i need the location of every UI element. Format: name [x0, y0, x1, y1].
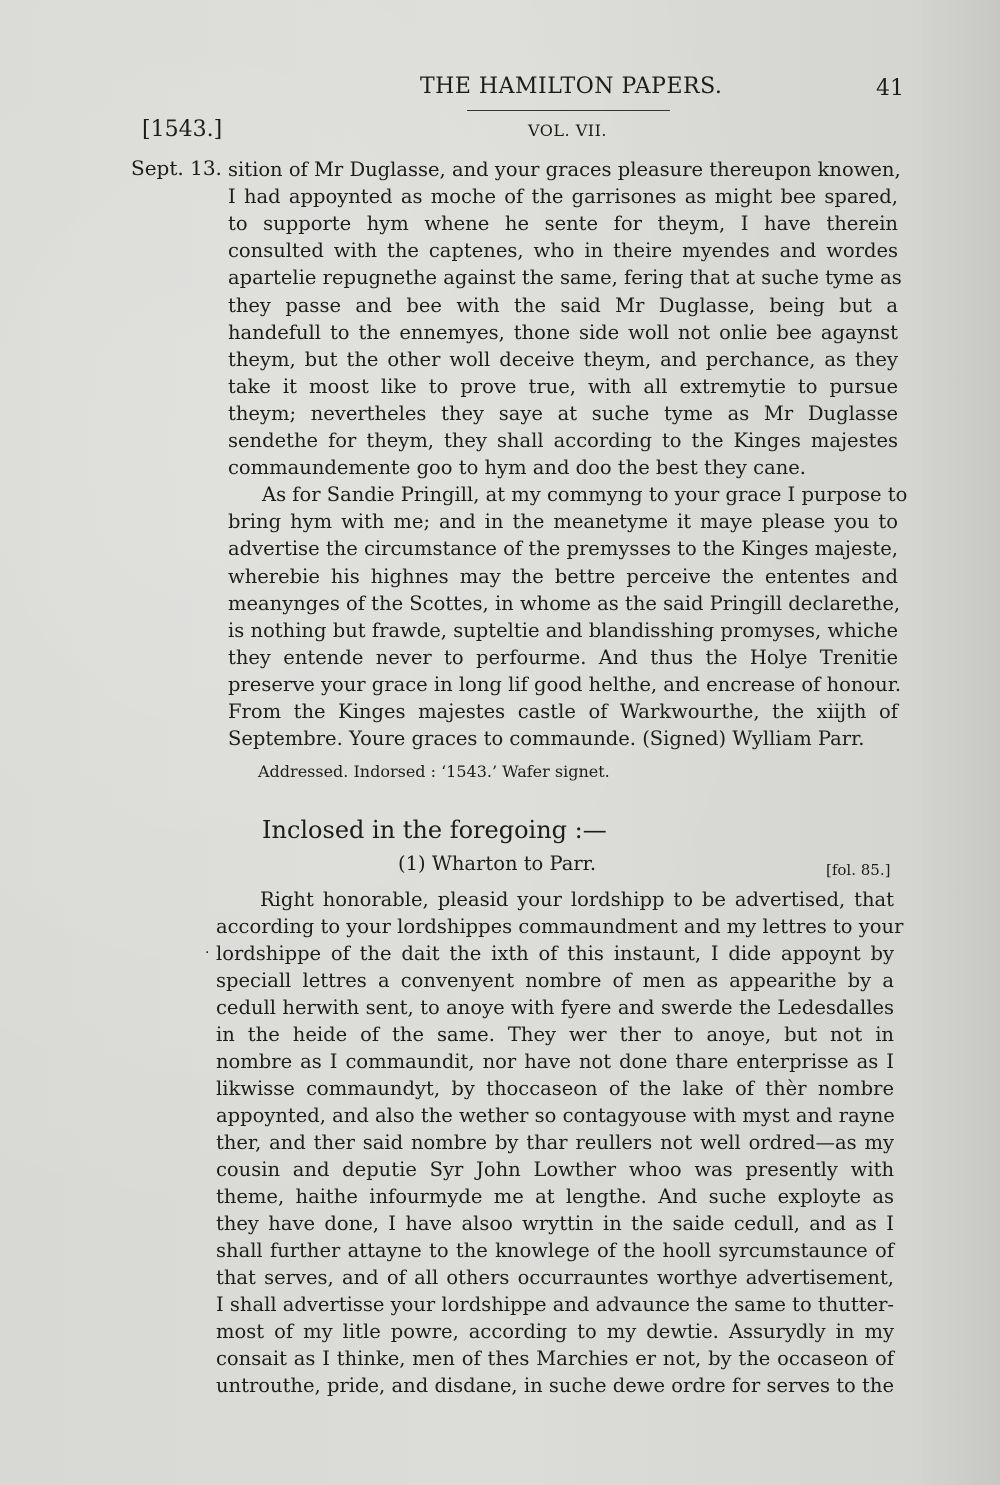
text-line: theym; nevertheles they saye at suche tyme as Mr Duglasse [228, 401, 898, 425]
text-line: is nothing but frawde, supteltie and blandisshing promyses, whiche [228, 618, 898, 642]
text-line: they have done, I have alsoo wryttin in the saide cedull, and as I [216, 1212, 894, 1235]
text-line: As for Sandie Pringill, at my commyng to your grace I purpose to [262, 483, 908, 507]
text-line: in the heide of the same. They wer ther to anoye, but not in [216, 1023, 894, 1046]
text-line: speciall lettres a convenyent nombre of men as appearithe by a [216, 969, 894, 992]
text-line: lordshippe of the dait the ixth of this instaunt, I dide appoynt by [216, 942, 894, 965]
text-line: cedull herwith sent, to anoye with fyere and swerde the Ledesdalles [216, 996, 894, 1019]
text-line: shall further attayne to the knowlege of the hooll syrcumstaunce of [216, 1239, 894, 1262]
text-line: likwisse commaundyt, by thoccaseon of the lake of thèr nombre [216, 1077, 894, 1100]
text-line: according to your lordshippes commaundment and my lettres to your [216, 915, 904, 938]
text-line: consait as I thinke, men of thes Marchies er not, by the occaseon of [216, 1347, 894, 1370]
text-line: to supporte hym whene he sente for theym, I have therein [228, 212, 898, 236]
text-line: advertise the circumstance of the premysses to the Kinges majeste, [228, 537, 898, 561]
text-line: meanynges of the Scottes, in whome as the said Pringill declarethe, [228, 591, 901, 615]
text-line: Right honorable, pleasid your lordshipp to be advertised, that [260, 888, 894, 911]
text-line: theym, but the other woll deceive theym, and perchance, as they [228, 347, 898, 371]
text-line: take it moost like to prove true, with all extremytie to pursue [228, 374, 898, 398]
text-line: most of my litle powre, according to my dewtie. Assurydly in my [216, 1320, 894, 1343]
text-line: ther, and ther said nombre by thar reullers not well ordred—as my [216, 1131, 894, 1154]
text-line: preserve your grace in long lif good helthe, and encrease of honour. [228, 672, 902, 696]
running-title: THE HAMILTON PAPERS. [420, 74, 723, 99]
text-line: From the Kinges majestes castle of Warkwourthe, the xiijth of [228, 700, 898, 723]
addressed-note: Addressed. Indorsed : ‘1543.’ Wafer signet. [258, 762, 610, 781]
margin-dot: · [205, 945, 210, 961]
year-label: [1543.] [142, 117, 223, 142]
folio-reference: [fol. 85.] [826, 861, 891, 879]
text-line: I had appoynted as moche of the garrisones as might bee spared, [228, 185, 898, 209]
text-line: I shall advertisse your lordshippe and advaunce the same to thutter- [216, 1293, 894, 1316]
header-rule [467, 110, 670, 111]
text-line: cousin and deputie Syr John Lowther whoo was presently with [216, 1158, 894, 1181]
text-line: they passe and bee with the said Mr Duglasse, being but a [228, 293, 898, 317]
text-line: apartelie repugnethe against the same, fering that at suche tyme as [228, 266, 902, 290]
text-line: commaundemente goo to hym and doo the best they cane. [228, 456, 806, 480]
text-line: nombre as I commaundit, nor have not done thare enterprisse as I [216, 1050, 894, 1073]
inclosed-heading: Inclosed in the foregoing :— [262, 816, 607, 844]
text-line: consulted with the captenes, who in theire myendes and wordes [228, 239, 898, 263]
text-line: handefull to the ennemyes, thone side woll not onlie bee agaynst [228, 320, 898, 344]
text-line: wherebie his highnes may the bettre perceive the ententes and [228, 564, 898, 588]
text-line: theme, haithe infourmyde me at lengthe. And suche exployte as [216, 1185, 894, 1208]
text-line: untrouthe, pride, and disdane, in suche dewe ordre for serves to the [216, 1374, 894, 1397]
letter-subheading: (1) Wharton to Parr. [398, 852, 597, 875]
text-line: Septembre. Youre graces to commaunde. (Signed) Wylliam Parr. [228, 727, 865, 751]
text-line: appoynted, and also the wether so contagyouse with myst and rayne [216, 1104, 895, 1127]
volume-label: VOL. VII. [528, 121, 607, 140]
text-line: that serves, and of all others occurrauntes worthye advertisement, [216, 1266, 894, 1289]
page-number: 41 [876, 76, 904, 101]
text-line: sendethe for theym, they shall according to the Kinges majestes [228, 429, 898, 452]
page-edge-shadow [910, 0, 1000, 1485]
text-line: they entende never to perfourme. And thus the Holye Trenitie [228, 645, 898, 669]
margin-date: Sept. 13. [131, 156, 222, 180]
text-line: sition of Mr Duglasse, and your graces pleasure thereupon knowen, [228, 158, 901, 181]
text-line: bring hym with me; and in the meanetyme it maye please you to [228, 510, 898, 534]
